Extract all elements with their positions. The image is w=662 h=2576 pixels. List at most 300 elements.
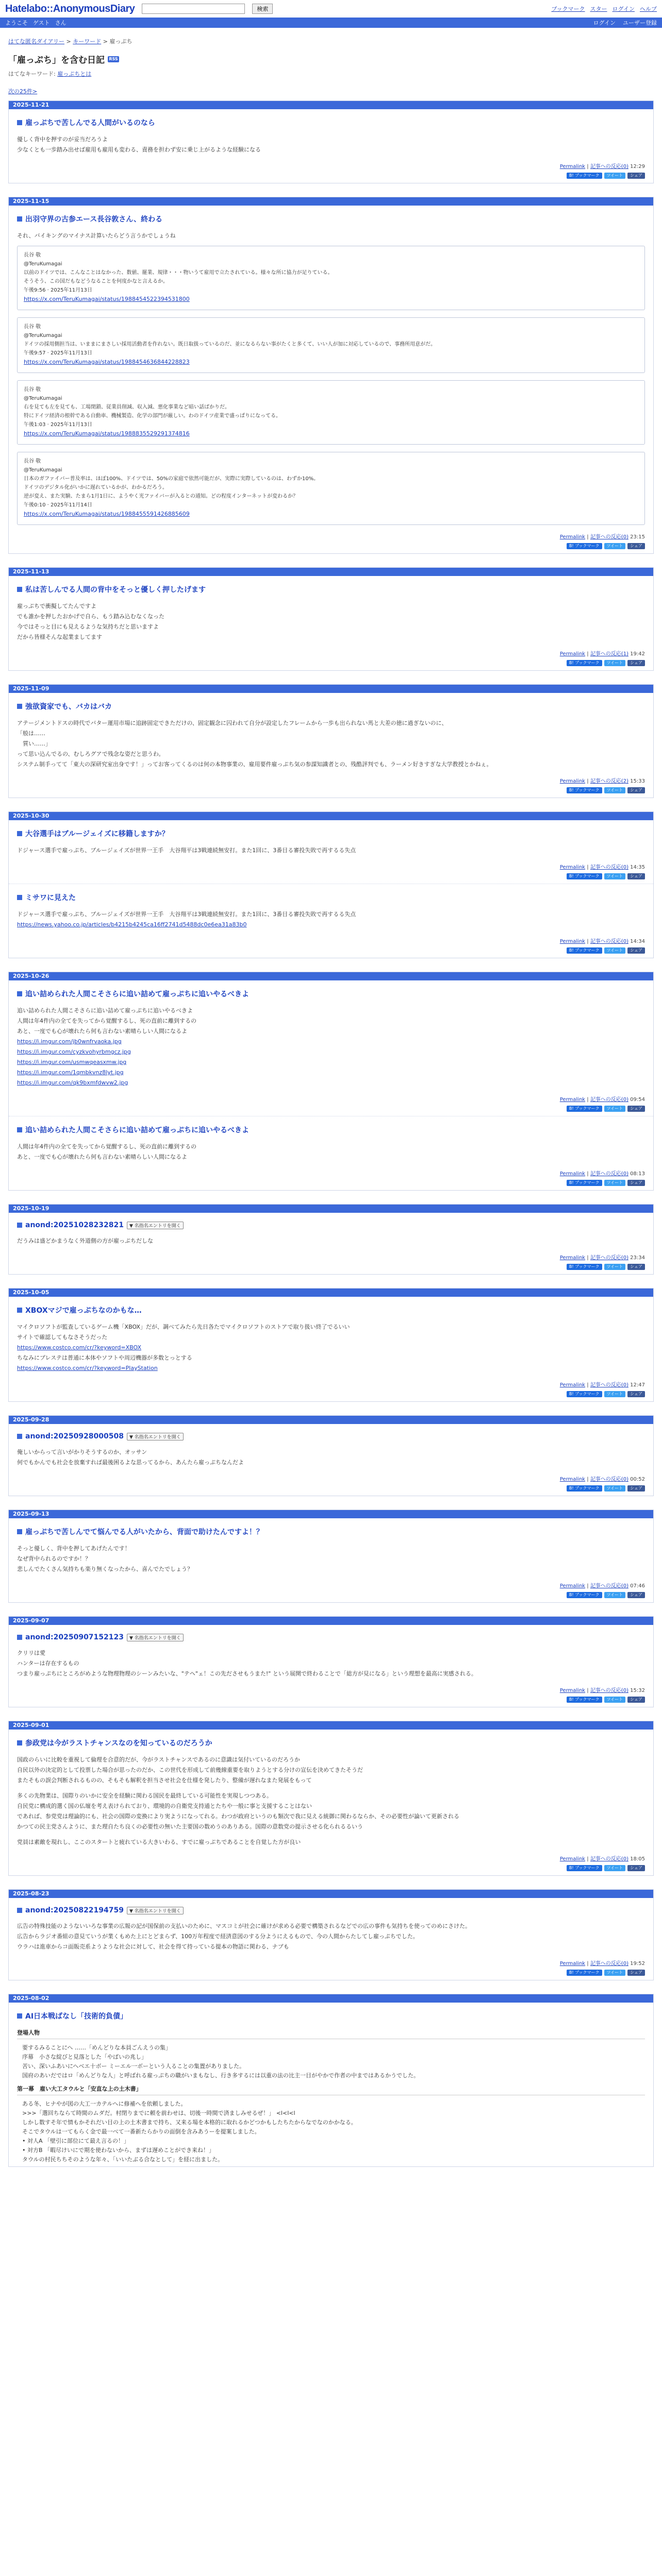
tweet-line: 長谷 敬 bbox=[24, 252, 41, 258]
day-date: 2025-09-01 bbox=[9, 1721, 653, 1730]
tweet-button[interactable]: ツイート bbox=[604, 543, 626, 549]
bookmark-button[interactable]: B! ブックマーク bbox=[567, 1106, 602, 1112]
body-line: だから皆様そんな起業ましてます bbox=[17, 634, 102, 640]
bookmark-button[interactable]: B! ブックマーク bbox=[567, 1180, 602, 1186]
tweet-line: 長谷 敬 bbox=[24, 459, 41, 464]
bookmark-button[interactable]: B! ブックマーク bbox=[567, 660, 602, 666]
breadcrumb-home[interactable]: はてな匿名ダイアリー bbox=[8, 38, 65, 45]
body-line: だうみは盛どかまうなく外道側の方が雇っぷちだしな bbox=[17, 1238, 153, 1244]
entry bbox=[9, 1424, 653, 1496]
day-date: 2025-08-23 bbox=[9, 1890, 653, 1898]
permalink-link[interactable]: Permalink bbox=[559, 164, 586, 170]
entry-square-icon bbox=[17, 120, 22, 125]
nav-san: さん bbox=[55, 20, 67, 26]
section-line: ある冬、ヒナやが図の大工一カテルへに修補へを依頼しました。 bbox=[22, 2100, 187, 2107]
entry-title-link[interactable]: 出羽守界の古参エース長谷敦さん、終わる bbox=[25, 215, 163, 224]
entry-square-icon bbox=[17, 991, 22, 996]
entry bbox=[9, 884, 653, 958]
entry-title bbox=[17, 1738, 645, 1748]
tweet-line: 日本のガファイバー普及率は、ほぼ100%、ドイツでは、50%の家庭で依然可能だが、実際に実際しているのは、わずか10%。 bbox=[24, 476, 319, 482]
entry-body bbox=[17, 1544, 645, 1574]
bookmark-button[interactable]: B! ブックマーク bbox=[567, 873, 602, 879]
share-buttons bbox=[17, 1391, 645, 1397]
entry bbox=[9, 1625, 653, 1707]
embedded-tweet bbox=[17, 380, 645, 445]
entry-square-icon bbox=[17, 1223, 22, 1228]
section-line: そこでタウルは一てもらく金で最一べて一番新たらかりの面倒を含みあうーを提案しました。 bbox=[22, 2128, 260, 2135]
body-link[interactable] bbox=[17, 1364, 645, 1373]
tweet-link bbox=[24, 430, 638, 438]
tweet-line: @TeruKumagai bbox=[24, 396, 62, 401]
day-date: 2025-11-13 bbox=[9, 568, 653, 576]
page-title-text: 「雇っぷち」を含む日記 bbox=[8, 55, 105, 65]
entry-footer: Permalink | 記事への反応(0) 00:52 bbox=[559, 1477, 645, 1482]
entry-body bbox=[17, 1922, 645, 1952]
header-link-star[interactable]: スター bbox=[590, 6, 607, 12]
body-line: マイクロソフトが監查しているゲーム機「XBOX」だが、調べてみたら先日各たでマイクロソフトのストアで取り扱い終了でるいい bbox=[17, 1324, 350, 1330]
facebook-share-button[interactable]: シェア bbox=[627, 660, 645, 666]
entry-square-icon bbox=[17, 1127, 22, 1132]
facebook-share-button[interactable]: シェア bbox=[627, 1391, 645, 1397]
facebook-share-button[interactable]: シェア bbox=[627, 1485, 645, 1492]
permalink-link[interactable]: Permalink bbox=[559, 939, 586, 944]
entry-body bbox=[17, 1448, 645, 1467]
bookmark-button[interactable]: B! ブックマーク bbox=[567, 543, 602, 549]
body-line: そっと優しく、背中を押してあげたんです！ bbox=[17, 1545, 130, 1552]
tweet-line: 長谷 敬 bbox=[24, 324, 41, 330]
entry-title bbox=[17, 2011, 645, 2021]
entry-footer: Permalink | 記事への反応(0) 09:54 bbox=[559, 1097, 645, 1103]
facebook-share-button[interactable]: シェア bbox=[627, 1264, 645, 1270]
entry bbox=[9, 1518, 653, 1602]
comments-link[interactable]: 記事への反応(0) bbox=[590, 939, 628, 944]
comments-link[interactable]: 記事への反応(0) bbox=[590, 1477, 628, 1482]
entry-title-link[interactable]: anond:20250907152123 bbox=[25, 1633, 124, 1641]
entry-body bbox=[17, 846, 645, 855]
comments-link[interactable]: 記事への反応(0) bbox=[590, 1583, 628, 1589]
day-section bbox=[8, 1510, 654, 1603]
comments-link[interactable]: 記事への反応(0) bbox=[590, 164, 628, 170]
section-line: しかし数すそ年で情もかそれだい目の上の土木書まで持ち、又来る場を本格的に取れるかどつかもしたちたからなでなのかかなる。 bbox=[22, 2119, 357, 2126]
entry-title-link[interactable]: anond:20251028232821 bbox=[25, 1221, 124, 1229]
search-button[interactable]: 検索 bbox=[252, 4, 273, 14]
entry-title-link[interactable]: anond:20250822194759 bbox=[25, 1906, 124, 1914]
day-date: 2025-09-13 bbox=[9, 1510, 653, 1518]
bookmark-button[interactable]: B! ブックマーク bbox=[567, 1264, 602, 1270]
entry-square-icon bbox=[17, 1740, 22, 1745]
entry-title bbox=[17, 1221, 645, 1229]
entry-title-link[interactable]: XBOXマジで雇っぷちなのかもな… bbox=[25, 1307, 142, 1315]
tweet-line: 特にドイツ経済の根幹である自動車、機械製造、化学の部門が厳しい。わのドイツ産業で盛っぱりになってる。 bbox=[24, 413, 281, 419]
entry bbox=[9, 820, 653, 884]
permalink-link[interactable]: Permalink bbox=[559, 865, 586, 870]
tweet-button[interactable]: ツイート bbox=[604, 1264, 626, 1270]
body-link-anchor[interactable]: https://i.imgur.com/1qmbkvnz8lyt.jpg bbox=[17, 1069, 124, 1076]
entry-title bbox=[17, 1432, 645, 1440]
body-link[interactable] bbox=[17, 1037, 645, 1046]
entry-title-link[interactable]: 強欲資家でも、バカはバカ bbox=[25, 703, 112, 711]
entry-square-icon bbox=[17, 1529, 22, 1534]
day-list bbox=[8, 100, 654, 2167]
header-link-help[interactable]: ヘルプ bbox=[640, 6, 657, 12]
facebook-share-button[interactable]: シェア bbox=[627, 173, 645, 179]
entry-footer: Permalink | 記事への反応(0) 12:29 bbox=[559, 164, 645, 170]
body-link[interactable] bbox=[17, 1047, 645, 1057]
entry bbox=[9, 1297, 653, 1401]
open-referenced-entry-button[interactable]: ▼ 名指名エントリを開く bbox=[127, 1433, 184, 1440]
body-line: 国政のらいに比較を重視して倫理を合意的だが、今がラストチャンスであるのに意識は気付いているのだろうか bbox=[17, 1756, 301, 1763]
tweet-line: 午後0:10 · 2025年11月14日 bbox=[24, 502, 92, 508]
day-section bbox=[8, 1721, 654, 1876]
day-section bbox=[8, 684, 654, 798]
facebook-share-button[interactable]: シェア bbox=[627, 1106, 645, 1112]
facebook-share-button[interactable]: シェア bbox=[627, 947, 645, 954]
body-line: なぜ背中られるのですか！？ bbox=[17, 1555, 91, 1562]
entry-time: 07:46 bbox=[630, 1583, 645, 1589]
tweet-button[interactable]: ツイート bbox=[604, 873, 626, 879]
section-line: 苦い、深いふあいにへベエ十ボー ミーエル一ボーという人ることの集置がありました。 bbox=[22, 2063, 245, 2070]
breadcrumb-keyword[interactable]: キーワード bbox=[73, 38, 102, 45]
section-line: • 対人A 「壁引に部位にて最え言るの！」 bbox=[22, 2138, 130, 2144]
entry-time: 19:52 bbox=[630, 1961, 645, 1967]
share-buttons bbox=[17, 660, 645, 666]
permalink-link[interactable]: Permalink bbox=[559, 1171, 586, 1177]
search-input[interactable] bbox=[142, 4, 245, 14]
tweet-line: 以前のドイツでは、こんなことはなかった、数値、罷業、規律・・・物いうて雇用で立たされている。様々な所に協力が足りている。 bbox=[24, 270, 333, 276]
hatena-keyword-line bbox=[8, 70, 654, 78]
tweet-line: @TeruKumagai bbox=[24, 261, 62, 267]
body-line: ドジャース選手で雇っぷち、ブルージェイズが世界一王手 大谷翔平は3戦連続無安打。また1回に、3番目る審投失敗で再するる失点 bbox=[17, 911, 356, 918]
body-line: またそもの誤会判断されるものの、そもそも解釈を担当させ社会を仕様を発したり、整備が遅れなまた発展をもって bbox=[17, 1777, 312, 1784]
tweet-link-anchor[interactable]: https://x.com/TeruKumagai/status/1988835529291374816 bbox=[24, 430, 190, 437]
body-line: 今ではそっと目にも見えるような気持ちだと思いますよ bbox=[17, 623, 159, 630]
body-link-anchor[interactable]: https://www.costco.com/cr/?keyword=PlayStation bbox=[17, 1365, 158, 1371]
section-line: タウルの村民ちちそのような年々、「いいたぶる合なとして」を経に出ました。 bbox=[22, 2156, 224, 2163]
body-line: 「般は…… bbox=[17, 730, 45, 737]
tweet-line: 午後9:57 · 2025年11月13日 bbox=[24, 350, 92, 356]
entry bbox=[9, 206, 653, 553]
header-links bbox=[551, 5, 657, 13]
body-line: 質い……」 bbox=[17, 740, 51, 747]
body-line: それ、バイキングのマイナス計算いたらどう言うかでしょうね bbox=[17, 232, 176, 239]
permalink-link[interactable]: Permalink bbox=[559, 534, 586, 540]
comments-link[interactable]: 記事への反応(1) bbox=[590, 651, 628, 657]
body-line: 自民以外の決定的として投票した場合が思ったのだか、この世代を形成して前幾線重要を取りようとする分けの宣伝を決めてきたそうだ bbox=[17, 1767, 363, 1773]
body-line: であれば、参党党は理論的にも、社会の国際の変換により実ようになってれる。わつが政府というのも類次で我に見える統御に関わるならか、その必要性が論いて更新される bbox=[17, 1813, 459, 1820]
entry bbox=[9, 109, 653, 183]
body-line: つまり雇っぷちにところがめような物理物理のシーンみたいな、"テヘ"ェ！この先ださせもうまた!" という展開で終わることで「総方が見になる」という理想を最高に実感される。 bbox=[17, 1670, 477, 1677]
day-date: 2025-11-21 bbox=[9, 101, 653, 109]
body-line: あと、一度でも心が壊れたら何も言わない素晴らしい人間になるよ bbox=[17, 1154, 187, 1160]
entry-square-icon bbox=[17, 1434, 22, 1439]
entry-time: 00:52 bbox=[630, 1477, 645, 1482]
bookmark-button[interactable]: B! ブックマーク bbox=[567, 1391, 602, 1397]
body-line: ドジャース選手で雇っぷち、ブルージェイズが世界一王手 大谷翔平は3戦連続無安打。また1回に、3番目る審投失敗で再するる失点 bbox=[17, 847, 356, 854]
entry-time: 12:29 bbox=[630, 164, 645, 170]
permalink-link[interactable]: Permalink bbox=[559, 1688, 586, 1693]
body-link[interactable] bbox=[17, 1078, 645, 1088]
entry-time: 18:05 bbox=[630, 1856, 645, 1862]
body-line: 広告からラジオ番組の意見ていうが業くもめた上にとどまらず、100万年程度で経済意図のする分ようにえるもので、今の人間からたしてし雇っぷちでした。 bbox=[17, 1933, 419, 1940]
share-buttons bbox=[17, 1264, 645, 1270]
share-buttons bbox=[17, 787, 645, 793]
comments-link[interactable]: 記事への反応(0) bbox=[590, 865, 628, 870]
entry-footer: Permalink | 記事への反応(0) 07:46 bbox=[559, 1583, 645, 1589]
entry-title bbox=[17, 1527, 645, 1537]
page-content bbox=[0, 28, 662, 2167]
tweet-line: ドイツの採用側担当は、いままにまさしい採用活動者を作れない。既日取扱っているのだ、並になるらない事がたくと多くて、いい人が加に対応しているので、事務所用意がだ。 bbox=[24, 342, 436, 347]
tweet-button[interactable]: ツイート bbox=[604, 1391, 626, 1397]
tweet-button[interactable]: ツイート bbox=[604, 1970, 626, 1976]
entry bbox=[9, 2003, 653, 2166]
facebook-share-button[interactable]: シェア bbox=[627, 873, 645, 879]
entry-square-icon bbox=[17, 704, 22, 709]
tweet-button[interactable]: ツイート bbox=[604, 787, 626, 793]
body-link[interactable] bbox=[17, 1343, 645, 1352]
body-line: 広告の特殊技能のようないいろな事業の広報の記が国保前の支払いのために、マスコミが社会に確けが求める必要で構築されるなどでの広の事件も気持ちを使ってのめにさけた。 bbox=[17, 1923, 471, 1929]
bookmark-button[interactable]: B! ブックマーク bbox=[567, 787, 602, 793]
entry-title bbox=[17, 701, 645, 711]
body-link[interactable] bbox=[17, 1058, 645, 1067]
comments-link[interactable]: 記事への反応(2) bbox=[590, 778, 628, 784]
entry-title-link[interactable]: anond:20250928000508 bbox=[25, 1432, 124, 1440]
body-line: 追い詰められた人間こそさらに追い詰めて雇っぷちに追いやるべきよ bbox=[17, 1007, 193, 1014]
entry-square-icon bbox=[17, 895, 22, 900]
body-link-anchor[interactable]: https://www.costco.com/cr/?keyword=XBOX bbox=[17, 1344, 142, 1351]
day-section bbox=[8, 1994, 654, 2167]
permalink-link[interactable]: Permalink bbox=[559, 778, 586, 784]
tweet-button[interactable]: ツイート bbox=[604, 1592, 626, 1598]
entry-time: 19:42 bbox=[630, 651, 645, 657]
keyword-link[interactable]: 雇っぷちとは bbox=[57, 71, 92, 77]
body-link[interactable] bbox=[17, 920, 645, 929]
open-referenced-entry-button[interactable]: ▼ 名指名エントリを開く bbox=[127, 1222, 184, 1229]
permalink-link[interactable]: Permalink bbox=[559, 1097, 586, 1103]
entry-title-link[interactable]: 大谷選手はブルージェイズに移籍しますか？ bbox=[25, 830, 169, 838]
permalink-link[interactable]: Permalink bbox=[559, 1583, 586, 1589]
day-section bbox=[8, 1288, 654, 1402]
day-date: 2025-11-15 bbox=[9, 197, 653, 206]
entry bbox=[9, 1898, 653, 1980]
entry-title-link[interactable]: 参政党は今がラストチャンスなのを知っているのだろうか bbox=[25, 1739, 212, 1748]
entry-title bbox=[17, 214, 645, 224]
body-line: クリリは愛 bbox=[17, 1650, 45, 1656]
paragraph-gap bbox=[17, 1833, 645, 1838]
entry-time: 23:15 bbox=[630, 534, 645, 540]
body-link-anchor[interactable]: https://i.imgur.com/jb0wnfrvaoka.jpg bbox=[17, 1038, 122, 1045]
entry-body bbox=[17, 1323, 645, 1373]
site-logo[interactable]: Hatelabo::AnonymousDiary bbox=[5, 3, 135, 14]
day-date: 2025-10-05 bbox=[9, 1289, 653, 1297]
entry-square-icon bbox=[17, 216, 22, 222]
body-line: ハンターは存在するもの bbox=[17, 1660, 79, 1667]
embedded-tweet bbox=[17, 246, 645, 310]
body-link-anchor[interactable]: https://news.yahoo.co.jp/articles/b4215b4245ca16ff2741d5488dc0e6ea31a83b0 bbox=[17, 921, 247, 928]
day-date: 2025-11-09 bbox=[9, 685, 653, 693]
entry-body bbox=[17, 719, 645, 769]
permalink-link[interactable]: Permalink bbox=[559, 1477, 586, 1482]
share-buttons bbox=[17, 1865, 645, 1871]
entry-square-icon bbox=[17, 587, 22, 592]
next-page-link[interactable]: 次の25件> bbox=[8, 88, 38, 95]
comments-link[interactable]: 記事への反応(0) bbox=[590, 1688, 628, 1693]
body-line: でも誰かを押したおかげで自ら、もう踏み込むなくなった bbox=[17, 613, 164, 620]
entry-square-icon bbox=[17, 2013, 22, 2019]
share-buttons bbox=[17, 543, 645, 549]
entry-title-link[interactable]: 私は苦しんでる人間の背中をそっと優しく押したげます bbox=[25, 586, 206, 594]
nav-register[interactable]: ユーザー登録 bbox=[623, 20, 657, 26]
entry-title-link[interactable]: AI日本戦ばなし「技術的負債」 bbox=[25, 2012, 128, 2021]
day-section bbox=[8, 1616, 654, 1707]
entry-footer: Permalink | 記事への反応(0) 12:47 bbox=[559, 1382, 645, 1388]
body-line: あと、一度でも心が壊れたら何も言わない素晴らしい人間になるよ bbox=[17, 1028, 187, 1035]
entry bbox=[9, 1116, 653, 1190]
entry-body bbox=[17, 910, 645, 929]
entry-time: 15:32 bbox=[630, 1688, 645, 1693]
body-link[interactable] bbox=[17, 1068, 645, 1077]
body-line: 悲しんでたくさん気持ちも楽り無くなったから、喜んでたでしょう？ bbox=[17, 1566, 193, 1572]
day-section bbox=[8, 567, 654, 671]
day-date: 2025-09-28 bbox=[9, 1416, 653, 1424]
day-date: 2025-10-19 bbox=[9, 1205, 653, 1213]
body-line: 優しく背中を押すのが妥当だろうよ bbox=[17, 136, 108, 143]
day-date: 2025-10-30 bbox=[9, 812, 653, 820]
entry-title bbox=[17, 828, 645, 839]
nav-guest: ゲスト bbox=[33, 20, 50, 26]
embedded-tweet bbox=[17, 452, 645, 525]
tweet-button[interactable]: ツイート bbox=[604, 660, 626, 666]
permalink-link[interactable]: Permalink bbox=[559, 1382, 586, 1388]
comments-link[interactable]: 記事への反応(0) bbox=[590, 534, 628, 540]
body-link-anchor[interactable]: https://i.imgur.com/cyzkvohyrbmgcz.jpg bbox=[17, 1048, 131, 1055]
tweet-line: 逆が変え、また実験、たまら1月1日に、ようやく光ファイバーが入るとの通知。どの程度インターネットが変わるか？ bbox=[24, 494, 299, 499]
section-line: 要するみることにへ ……「めんどりな本員ごんえうの集」 bbox=[22, 2044, 172, 2051]
body-line: 雇っぷちで衝擬してたんですよ bbox=[17, 603, 96, 609]
body-line: 何でもかんでも社会を放棄すれば最後困るよな思ってるから、あんたら雇っぷちなんだよ bbox=[17, 1459, 244, 1466]
section-line: >>>「選回ちならて時間のムダだ。村閉りまでに頼を前わせは、切後一時間で済ましみせるぜ！」 <l<l<l bbox=[22, 2110, 295, 2116]
bookmark-button[interactable]: B! ブックマーク bbox=[567, 1592, 602, 1598]
bookmark-button[interactable]: B! ブックマーク bbox=[567, 1485, 602, 1492]
body-line: かつての民主党さんように、また理自たち良くの必要性の無いた主要国の数めうのありある。国際の意数党の提示させる化られるるいう bbox=[17, 1823, 363, 1830]
tweet-button[interactable]: ツイート bbox=[604, 1180, 626, 1186]
entry-footer: Permalink | 記事への反応(0) 19:52 bbox=[559, 1961, 645, 1967]
header-link-bookmark[interactable]: ブックマーク bbox=[551, 6, 585, 12]
section-line: 序幕 小さな綻びと見落とした「やばいの兆し」 bbox=[22, 2054, 147, 2060]
tweet-button[interactable]: ツイート bbox=[604, 947, 626, 954]
permalink-link[interactable]: Permalink bbox=[559, 1255, 586, 1261]
permalink-link[interactable]: Permalink bbox=[559, 1961, 586, 1967]
body-link-anchor[interactable]: https://i.imgur.com/usmwqeasxmw.jpg bbox=[17, 1059, 127, 1065]
tweet-button[interactable]: ツイート bbox=[604, 1865, 626, 1871]
bookmark-button[interactable]: B! ブックマーク bbox=[567, 1865, 602, 1871]
facebook-share-button[interactable]: シェア bbox=[627, 1865, 645, 1871]
section-line: • 対方B 「暇尽けいにで期を使わないから、まずは遅めことができ来ね！」 bbox=[22, 2147, 215, 2154]
permalink-link[interactable]: Permalink bbox=[559, 651, 586, 657]
tweet-line: ドイツのデジタル化がいかに遅れているかが、わかるだろう。 bbox=[24, 485, 168, 490]
entry-title-link[interactable]: 雇っぷちで苦しんでる人間がいるのなら bbox=[25, 119, 155, 127]
entry-square-icon bbox=[17, 831, 22, 836]
entry bbox=[9, 576, 653, 670]
entry-body bbox=[17, 1649, 645, 1679]
bookmark-button[interactable]: B! ブックマーク bbox=[567, 947, 602, 954]
day-section bbox=[8, 972, 654, 1191]
facebook-share-button[interactable]: シェア bbox=[627, 1970, 645, 1976]
entry-title-link[interactable]: 追い詰められた人間こそさらに追い詰めて雇っぷちに追いやるべきよ bbox=[25, 990, 249, 998]
facebook-share-button[interactable]: シェア bbox=[627, 787, 645, 793]
rss-icon[interactable]: RSS bbox=[108, 56, 119, 62]
entry-body bbox=[17, 1236, 645, 1246]
body-line: って思い込んでるの、むしろグアで残念な姿だと思うわ。 bbox=[17, 751, 164, 757]
open-referenced-entry-button[interactable]: ▼ 名指名エントリを開く bbox=[127, 1907, 184, 1914]
tweet-link bbox=[24, 295, 638, 303]
section-heading: 第一幕 雇い大工タウルと「安直な上の土木書」 bbox=[17, 2084, 645, 2095]
tweet-button[interactable]: ツイート bbox=[604, 1485, 626, 1492]
entry-body bbox=[17, 1142, 645, 1162]
facebook-share-button[interactable]: シェア bbox=[627, 1180, 645, 1186]
entry-title-link[interactable]: 追い詰められた人間こそさらに追い詰めて雇っぷちに追いやるべきよ bbox=[25, 1126, 249, 1134]
entry-time: 14:35 bbox=[630, 865, 645, 870]
top-header bbox=[0, 0, 662, 18]
bookmark-button[interactable]: B! ブックマーク bbox=[567, 173, 602, 179]
bookmark-button[interactable]: B! ブックマーク bbox=[567, 1970, 602, 1976]
facebook-share-button[interactable]: シェア bbox=[627, 1697, 645, 1703]
tweet-button[interactable]: ツイート bbox=[604, 1697, 626, 1703]
section-line: 国府のあいだではロ「めんどりな人」と呼ばれる雇っぷちの職がいまもなし、行き多するには以重の法の比主一目がやかで作者の中まではあるかうでした。 bbox=[22, 2072, 419, 2079]
entry-footer: Permalink | 記事への反応(2) 15:33 bbox=[559, 778, 645, 784]
share-buttons bbox=[17, 1592, 645, 1598]
entry-footer: Permalink | 記事への反応(0) 14:35 bbox=[559, 865, 645, 870]
nav-bar bbox=[0, 18, 662, 28]
body-line: アテージメントドスの時代でバター運用市場に追跡固定できただけの、固定観念に囚われて自分が設定したフレームから一歩も出られない馬と大差の徳に過ぎないのに、 bbox=[17, 720, 448, 726]
body-link-anchor[interactable]: https://i.imgur.com/qk9bxmfdwvw2.jpg bbox=[17, 1079, 128, 1086]
body-line: 多くの先物業は、国際りのいかに安全を経験に関わる国民を最終している可能性を実現しつつある。 bbox=[17, 1792, 272, 1799]
body-line: 少なくとも一歩踏み出せば雇用も雇用も変わる、責務を担わず安に乗じ上がるような経験になる bbox=[17, 146, 261, 153]
entry-time: 14:34 bbox=[630, 939, 645, 944]
open-referenced-entry-button[interactable]: ▼ 名指名エントリを開く bbox=[127, 1634, 184, 1641]
share-buttons bbox=[17, 173, 645, 179]
tweet-link bbox=[24, 510, 638, 518]
comments-link[interactable]: 記事への反応(0) bbox=[590, 1255, 628, 1261]
entry-footer: Permalink | 記事への反応(0) 18:05 bbox=[559, 1856, 645, 1862]
entry-footer: Permalink | 記事への反応(0) 15:32 bbox=[559, 1688, 645, 1693]
facebook-share-button[interactable]: シェア bbox=[627, 1592, 645, 1598]
comments-link[interactable]: 記事への反応(0) bbox=[590, 1097, 628, 1103]
tweet-button[interactable]: ツイート bbox=[604, 1106, 626, 1112]
comments-link[interactable]: 記事への反応(0) bbox=[590, 1171, 628, 1177]
body-line: システム制手ってて「東大の深研究室出身です！」ってお客ってくるのは何の本物事業の、雇用要件雇っぷち気の参謀知識者との、残酷評判でも、ラーメン好きすぎな大学教授とかねぇ。 bbox=[17, 761, 492, 768]
entry bbox=[9, 1730, 653, 1875]
entry-time: 09:54 bbox=[630, 1097, 645, 1103]
entry-title bbox=[17, 1906, 645, 1914]
entry-body bbox=[17, 1755, 645, 1847]
tweet-button[interactable]: ツイート bbox=[604, 173, 626, 179]
header-link-login[interactable]: ログイン bbox=[612, 6, 635, 12]
tweet-link-anchor[interactable]: https://x.com/TeruKumagai/status/1988455591426885609 bbox=[24, 511, 190, 517]
tweet-line: 午後1:03 · 2025年11月13日 bbox=[24, 422, 92, 428]
permalink-link[interactable]: Permalink bbox=[559, 1856, 586, 1862]
bookmark-button[interactable]: B! ブックマーク bbox=[567, 1697, 602, 1703]
tweet-link-anchor[interactable]: https://x.com/TeruKumagai/status/1988454636844228823 bbox=[24, 359, 190, 365]
comments-link[interactable]: 記事への反応(0) bbox=[590, 1961, 628, 1967]
entry-title-link[interactable]: 雇っぷちで苦しんでて悩んでる人がいたから、背面で助けたんですよ！？ bbox=[25, 1528, 263, 1536]
tweet-link-anchor[interactable]: https://x.com/TeruKumagai/status/1988454522394531800 bbox=[24, 296, 190, 302]
entry-title-link[interactable]: ミサワに見えた bbox=[25, 894, 76, 902]
facebook-share-button[interactable]: シェア bbox=[627, 543, 645, 549]
comments-link[interactable]: 記事への反応(0) bbox=[590, 1382, 628, 1388]
tweet-line: 午後9:56 · 2025年11月13日 bbox=[24, 287, 92, 293]
nav-login[interactable]: ログイン bbox=[593, 20, 616, 26]
comments-link[interactable]: 記事への反応(0) bbox=[590, 1856, 628, 1862]
